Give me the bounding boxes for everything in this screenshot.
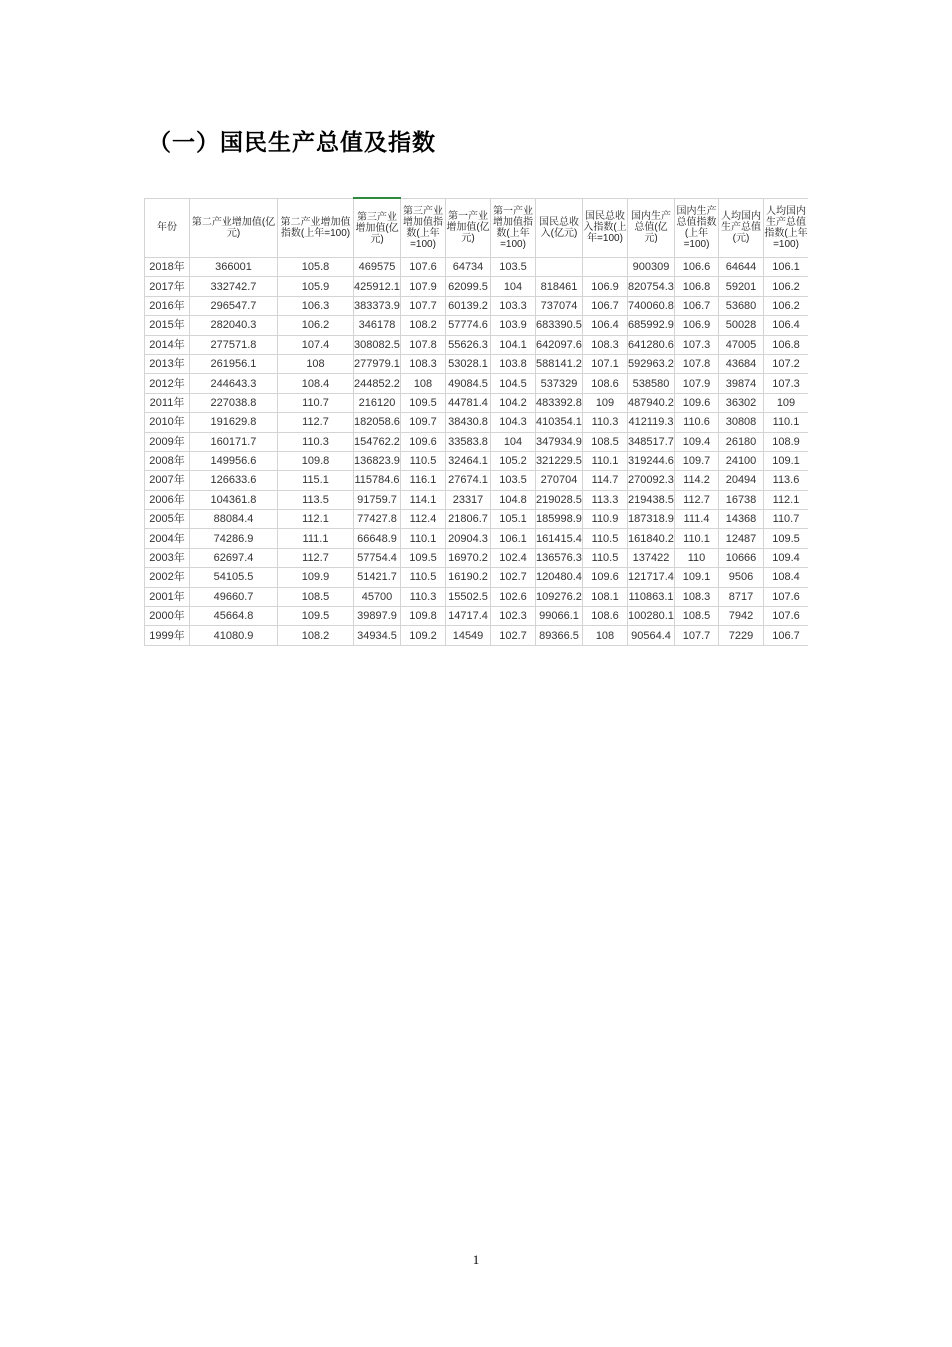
column-header[interactable]: 国民总收入指数(上年=100) <box>583 198 628 258</box>
table-cell[interactable]: 20904.3 <box>446 529 491 548</box>
table-cell[interactable]: 110.5 <box>401 568 446 587</box>
table-cell[interactable]: 112.1 <box>278 510 354 529</box>
table-cell[interactable]: 24100 <box>719 451 764 470</box>
table-cell[interactable]: 104.8 <box>491 490 536 509</box>
table-cell[interactable]: 45700 <box>354 587 401 606</box>
table-cell[interactable]: 108.2 <box>401 316 446 335</box>
table-cell[interactable]: 106.3 <box>278 296 354 315</box>
table-cell[interactable]: 683390.5 <box>536 316 583 335</box>
table-row <box>145 354 809 373</box>
table-cell[interactable]: 108.9 <box>764 432 809 451</box>
table-cell[interactable]: 110.5 <box>401 451 446 470</box>
table-cell[interactable]: 7942 <box>719 607 764 626</box>
table-cell[interactable]: 107.7 <box>675 626 719 645</box>
table-cell[interactable]: 110.3 <box>583 413 628 432</box>
table-row <box>145 258 809 277</box>
table-cell[interactable]: 219028.5 <box>536 490 583 509</box>
gdp-table <box>144 197 808 646</box>
table-cell[interactable]: 137422 <box>628 548 675 567</box>
table-cell[interactable]: 102.7 <box>491 568 536 587</box>
table-cell[interactable]: 641280.6 <box>628 335 675 354</box>
table-cell[interactable]: 410354.1 <box>536 413 583 432</box>
table-cell[interactable]: 44781.4 <box>446 393 491 412</box>
table-cell[interactable]: 108.5 <box>583 432 628 451</box>
table-cell[interactable]: 383373.9 <box>354 296 401 315</box>
table-cell[interactable]: 105.8 <box>278 258 354 277</box>
table-cell[interactable]: 103.9 <box>491 316 536 335</box>
table-cell[interactable]: 109.5 <box>401 393 446 412</box>
table-cell[interactable]: 41080.9 <box>190 626 278 645</box>
table-cell[interactable]: 107.2 <box>764 354 809 373</box>
table-cell[interactable]: 109 <box>764 393 809 412</box>
table-cell[interactable]: 47005 <box>719 335 764 354</box>
table-cell[interactable]: 103.5 <box>491 258 536 277</box>
table-cell[interactable]: 121717.4 <box>628 568 675 587</box>
table-cell[interactable]: 9506 <box>719 568 764 587</box>
table-cell[interactable]: 16970.2 <box>446 548 491 567</box>
table-cell[interactable]: 244852.2 <box>354 374 401 393</box>
table-cell[interactable]: 111.4 <box>675 510 719 529</box>
table-cell[interactable]: 57774.6 <box>446 316 491 335</box>
table-cell[interactable]: 113.6 <box>764 471 809 490</box>
table-cell[interactable]: 105.2 <box>491 451 536 470</box>
table-cell[interactable]: 110.3 <box>401 587 446 606</box>
table-cell[interactable]: 900309 <box>628 258 675 277</box>
table-cell[interactable]: 102.3 <box>491 607 536 626</box>
table-cell[interactable]: 296547.7 <box>190 296 278 315</box>
table-cell[interactable]: 740060.8 <box>628 296 675 315</box>
table-cell[interactable]: 104.1 <box>491 335 536 354</box>
table-cell[interactable] <box>583 258 628 277</box>
table-cell[interactable]: 106.1 <box>491 529 536 548</box>
table-cell[interactable]: 30808 <box>719 413 764 432</box>
column-header[interactable]: 第三产业增加值(亿元) <box>354 198 401 258</box>
table-cell[interactable]: 487940.2 <box>628 393 675 412</box>
table-cell[interactable]: 182058.6 <box>354 413 401 432</box>
table-cell[interactable]: 108 <box>278 354 354 373</box>
table-cell[interactable]: 64644 <box>719 258 764 277</box>
table-cell[interactable]: 332742.7 <box>190 277 278 296</box>
table-row <box>145 490 809 509</box>
table-cell[interactable]: 59201 <box>719 277 764 296</box>
table-cell[interactable]: 219438.5 <box>628 490 675 509</box>
gdp-spreadsheet-image <box>144 197 808 647</box>
year-cell[interactable]: 2001年 <box>145 587 190 606</box>
column-header[interactable]: 第三产业增加值指数(上年=100) <box>401 198 446 258</box>
table-cell[interactable]: 57754.4 <box>354 548 401 567</box>
table-row <box>145 374 809 393</box>
table-cell[interactable]: 592963.2 <box>628 354 675 373</box>
year-cell[interactable]: 2014年 <box>145 335 190 354</box>
table-cell[interactable]: 110.1 <box>764 413 809 432</box>
year-cell[interactable]: 2011年 <box>145 393 190 412</box>
table-cell[interactable]: 109.2 <box>401 626 446 645</box>
table-cell[interactable]: 88084.4 <box>190 510 278 529</box>
page-number: 1 <box>472 1252 480 1267</box>
table-row <box>145 413 809 432</box>
table-cell[interactable]: 103.8 <box>491 354 536 373</box>
year-cell[interactable]: 2009年 <box>145 432 190 451</box>
table-cell[interactable]: 109.6 <box>675 393 719 412</box>
table-cell[interactable]: 26180 <box>719 432 764 451</box>
table-cell[interactable]: 106.9 <box>675 316 719 335</box>
table-row <box>145 471 809 490</box>
table-cell[interactable]: 109.5 <box>278 607 354 626</box>
table-cell[interactable]: 107.9 <box>675 374 719 393</box>
table-cell[interactable]: 149956.6 <box>190 451 278 470</box>
table-cell[interactable]: 16190.2 <box>446 568 491 587</box>
table-cell[interactable]: 104.2 <box>491 393 536 412</box>
table-cell[interactable]: 114.7 <box>583 471 628 490</box>
table-cell[interactable]: 110.1 <box>401 529 446 548</box>
table-row <box>145 587 809 606</box>
table-row <box>145 277 809 296</box>
table-cell[interactable]: 685992.9 <box>628 316 675 335</box>
table-cell[interactable]: 45664.8 <box>190 607 278 626</box>
table-cell[interactable]: 483392.8 <box>536 393 583 412</box>
table-cell[interactable]: 89366.5 <box>536 626 583 645</box>
table-cell[interactable]: 108 <box>401 374 446 393</box>
table-cell[interactable]: 109.5 <box>764 529 809 548</box>
table-cell[interactable]: 7229 <box>719 626 764 645</box>
table-cell[interactable]: 818461 <box>536 277 583 296</box>
table-cell[interactable]: 66648.9 <box>354 529 401 548</box>
table-cell[interactable]: 109.4 <box>675 432 719 451</box>
table-row <box>145 393 809 412</box>
table-cell[interactable]: 103.5 <box>491 471 536 490</box>
column-header[interactable]: 国内生产总值指数(上年=100) <box>675 198 719 258</box>
table-cell[interactable]: 227038.8 <box>190 393 278 412</box>
table-cell[interactable] <box>536 258 583 277</box>
table-cell[interactable]: 108.1 <box>583 587 628 606</box>
table-cell[interactable]: 109.9 <box>278 568 354 587</box>
table-header-row <box>145 198 809 258</box>
table-cell[interactable]: 8717 <box>719 587 764 606</box>
table-cell[interactable]: 106.8 <box>675 277 719 296</box>
table-cell[interactable]: 111.1 <box>278 529 354 548</box>
table-cell[interactable]: 21806.7 <box>446 510 491 529</box>
table-cell[interactable]: 14368 <box>719 510 764 529</box>
table-cell[interactable]: 109.7 <box>675 451 719 470</box>
table-cell[interactable]: 39874 <box>719 374 764 393</box>
table-cell[interactable]: 115.1 <box>278 471 354 490</box>
table-cell[interactable]: 113.5 <box>278 490 354 509</box>
table-cell[interactable]: 106.7 <box>675 296 719 315</box>
table-cell[interactable]: 116.1 <box>401 471 446 490</box>
year-cell[interactable]: 2013年 <box>145 354 190 373</box>
table-cell[interactable]: 126633.6 <box>190 471 278 490</box>
column-header[interactable]: 第二产业增加值(亿元) <box>190 198 278 258</box>
table-cell[interactable]: 412119.3 <box>628 413 675 432</box>
table-cell[interactable]: 107.3 <box>675 335 719 354</box>
table-cell[interactable]: 39897.9 <box>354 607 401 626</box>
table-cell[interactable]: 107.6 <box>401 258 446 277</box>
table-cell[interactable]: 321229.5 <box>536 451 583 470</box>
table-row <box>145 529 809 548</box>
table-cell[interactable]: 38430.8 <box>446 413 491 432</box>
year-cell[interactable]: 2006年 <box>145 490 190 509</box>
table-cell[interactable]: 108 <box>583 626 628 645</box>
table-cell[interactable]: 106.2 <box>764 277 809 296</box>
table-cell[interactable]: 113.3 <box>583 490 628 509</box>
table-row <box>145 607 809 626</box>
table-cell[interactable]: 109.1 <box>675 568 719 587</box>
table-cell[interactable]: 270092.3 <box>628 471 675 490</box>
table-cell[interactable]: 737074 <box>536 296 583 315</box>
year-cell[interactable]: 2015年 <box>145 316 190 335</box>
table-cell[interactable]: 319244.6 <box>628 451 675 470</box>
table-cell[interactable]: 277979.1 <box>354 354 401 373</box>
table-cell[interactable]: 106.6 <box>675 258 719 277</box>
table-cell[interactable]: 261956.1 <box>190 354 278 373</box>
table-row <box>145 626 809 645</box>
table-cell[interactable]: 62697.4 <box>190 548 278 567</box>
table-cell[interactable]: 108.2 <box>278 626 354 645</box>
table-cell[interactable]: 110.5 <box>583 529 628 548</box>
year-cell[interactable]: 2017年 <box>145 277 190 296</box>
table-cell[interactable]: 107.8 <box>401 335 446 354</box>
table-cell[interactable]: 105.9 <box>278 277 354 296</box>
column-header[interactable]: 第一产业增加值(亿元) <box>446 198 491 258</box>
table-cell[interactable]: 64734 <box>446 258 491 277</box>
table-cell[interactable]: 90564.4 <box>628 626 675 645</box>
table-cell[interactable]: 106.2 <box>764 296 809 315</box>
table-cell[interactable]: 538580 <box>628 374 675 393</box>
table-cell[interactable]: 112.7 <box>675 490 719 509</box>
table-cell[interactable]: 109.5 <box>401 548 446 567</box>
table-cell[interactable]: 106.9 <box>583 277 628 296</box>
table-cell[interactable]: 112.4 <box>401 510 446 529</box>
table-cell[interactable]: 110.6 <box>675 413 719 432</box>
table-cell[interactable]: 161415.4 <box>536 529 583 548</box>
table-body <box>145 258 809 646</box>
column-header[interactable]: 人均国内生产总值(元) <box>719 198 764 258</box>
table-cell[interactable]: 110.7 <box>278 393 354 412</box>
table-cell[interactable]: 53028.1 <box>446 354 491 373</box>
table-cell[interactable]: 346178 <box>354 316 401 335</box>
table-cell[interactable]: 104 <box>491 432 536 451</box>
table-cell[interactable]: 51421.7 <box>354 568 401 587</box>
year-cell[interactable]: 2007年 <box>145 471 190 490</box>
year-cell[interactable]: 2005年 <box>145 510 190 529</box>
table-cell[interactable]: 112.7 <box>278 548 354 567</box>
table-cell[interactable]: 103.3 <box>491 296 536 315</box>
column-header[interactable]: 人均国内生产总值指数(上年=100) <box>764 198 809 258</box>
table-cell[interactable]: 54105.5 <box>190 568 278 587</box>
table-cell[interactable]: 34934.5 <box>354 626 401 645</box>
table-cell[interactable]: 32464.1 <box>446 451 491 470</box>
table-cell[interactable]: 154762.2 <box>354 432 401 451</box>
table-cell[interactable]: 27674.1 <box>446 471 491 490</box>
table-row <box>145 335 809 354</box>
table-cell[interactable]: 99066.1 <box>536 607 583 626</box>
table-cell[interactable]: 107.8 <box>675 354 719 373</box>
table-cell[interactable]: 55626.3 <box>446 335 491 354</box>
table-cell[interactable]: 108.4 <box>764 568 809 587</box>
table-cell[interactable]: 107.3 <box>764 374 809 393</box>
table-cell[interactable]: 53680 <box>719 296 764 315</box>
table-cell[interactable]: 109.8 <box>278 451 354 470</box>
table-cell[interactable]: 106.2 <box>278 316 354 335</box>
table-cell[interactable]: 107.7 <box>401 296 446 315</box>
table-cell[interactable]: 187318.9 <box>628 510 675 529</box>
table-cell[interactable]: 108.6 <box>583 607 628 626</box>
table-cell[interactable]: 110.9 <box>583 510 628 529</box>
column-header[interactable]: 年份 <box>145 198 190 258</box>
table-cell[interactable]: 110.5 <box>583 548 628 567</box>
table-row <box>145 296 809 315</box>
table-cell[interactable]: 469575 <box>354 258 401 277</box>
table-cell[interactable]: 102.6 <box>491 587 536 606</box>
table-cell[interactable]: 120480.4 <box>536 568 583 587</box>
table-cell[interactable]: 14717.4 <box>446 607 491 626</box>
table-cell[interactable]: 105.1 <box>491 510 536 529</box>
year-cell[interactable]: 2004年 <box>145 529 190 548</box>
table-cell[interactable]: 425912.1 <box>354 277 401 296</box>
table-cell[interactable]: 107.4 <box>278 335 354 354</box>
table-cell[interactable]: 109 <box>583 393 628 412</box>
table-cell[interactable]: 106.4 <box>764 316 809 335</box>
table-cell[interactable]: 114.1 <box>401 490 446 509</box>
table-cell[interactable]: 10666 <box>719 548 764 567</box>
table-cell[interactable]: 185998.9 <box>536 510 583 529</box>
table-cell[interactable]: 107.6 <box>764 607 809 626</box>
table-cell[interactable]: 109.6 <box>401 432 446 451</box>
table-cell[interactable]: 104361.8 <box>190 490 278 509</box>
section-title: （一）国民生产总值及指数 <box>148 130 436 156</box>
year-cell[interactable]: 2008年 <box>145 451 190 470</box>
table-cell[interactable]: 107.1 <box>583 354 628 373</box>
year-cell[interactable]: 2003年 <box>145 548 190 567</box>
table-cell[interactable]: 15502.5 <box>446 587 491 606</box>
table-cell[interactable]: 161840.2 <box>628 529 675 548</box>
table-cell[interactable]: 112.7 <box>278 413 354 432</box>
table-cell[interactable]: 108.3 <box>401 354 446 373</box>
table-cell[interactable]: 12487 <box>719 529 764 548</box>
table-cell[interactable]: 588141.2 <box>536 354 583 373</box>
column-header[interactable]: 第二产业增加值指数(上年=100) <box>278 198 354 258</box>
table-cell[interactable]: 62099.5 <box>446 277 491 296</box>
year-cell[interactable]: 2016年 <box>145 296 190 315</box>
table-cell[interactable]: 110.1 <box>583 451 628 470</box>
table-cell[interactable]: 33583.8 <box>446 432 491 451</box>
table-cell[interactable]: 49660.7 <box>190 587 278 606</box>
table-cell[interactable]: 244643.3 <box>190 374 278 393</box>
table-cell[interactable]: 537329 <box>536 374 583 393</box>
table-cell[interactable]: 16738 <box>719 490 764 509</box>
table-cell[interactable]: 108.6 <box>583 374 628 393</box>
table-cell[interactable]: 50028 <box>719 316 764 335</box>
table-cell[interactable]: 115784.6 <box>354 471 401 490</box>
table-cell[interactable]: 100280.1 <box>628 607 675 626</box>
table-cell[interactable]: 642097.6 <box>536 335 583 354</box>
table-cell[interactable]: 104.3 <box>491 413 536 432</box>
table-cell[interactable]: 91759.7 <box>354 490 401 509</box>
table-cell[interactable]: 108.5 <box>675 607 719 626</box>
table-cell[interactable]: 60139.2 <box>446 296 491 315</box>
table-cell[interactable]: 108.3 <box>675 587 719 606</box>
table-row <box>145 510 809 529</box>
table-cell[interactable]: 109.4 <box>764 548 809 567</box>
table-cell[interactable]: 104.5 <box>491 374 536 393</box>
table-cell[interactable]: 110.1 <box>675 529 719 548</box>
table-row <box>145 568 809 587</box>
table-cell[interactable]: 14549 <box>446 626 491 645</box>
table-row <box>145 548 809 567</box>
table-row <box>145 451 809 470</box>
table-cell[interactable]: 277571.8 <box>190 335 278 354</box>
year-cell[interactable]: 1999年 <box>145 626 190 645</box>
year-cell[interactable]: 2010年 <box>145 413 190 432</box>
table-cell[interactable]: 77427.8 <box>354 510 401 529</box>
table-cell[interactable]: 104 <box>491 277 536 296</box>
table-cell[interactable]: 106.1 <box>764 258 809 277</box>
table-cell[interactable]: 114.2 <box>675 471 719 490</box>
table-cell[interactable]: 110.7 <box>764 510 809 529</box>
table-cell[interactable]: 106.4 <box>583 316 628 335</box>
table-cell[interactable]: 106.8 <box>764 335 809 354</box>
table-cell[interactable]: 43684 <box>719 354 764 373</box>
table-cell[interactable]: 108.5 <box>278 587 354 606</box>
table-cell[interactable]: 107.9 <box>401 277 446 296</box>
table-cell[interactable]: 102.4 <box>491 548 536 567</box>
table-cell[interactable]: 20494 <box>719 471 764 490</box>
table-cell[interactable]: 820754.3 <box>628 277 675 296</box>
table-cell[interactable]: 106.7 <box>583 296 628 315</box>
table-cell[interactable]: 110 <box>675 548 719 567</box>
table-cell[interactable]: 74286.9 <box>190 529 278 548</box>
column-header[interactable]: 国内生产总值(亿元) <box>628 198 675 258</box>
table-cell[interactable]: 110.3 <box>278 432 354 451</box>
table-cell[interactable]: 112.1 <box>764 490 809 509</box>
year-cell[interactable]: 2018年 <box>145 258 190 277</box>
table-cell[interactable]: 107.6 <box>764 587 809 606</box>
table-cell[interactable]: 109.7 <box>401 413 446 432</box>
table-cell[interactable]: 136576.3 <box>536 548 583 567</box>
table-row <box>145 316 809 335</box>
column-header[interactable]: 第一产业增加值指数(上年=100) <box>491 198 536 258</box>
table-cell[interactable]: 109.8 <box>401 607 446 626</box>
table-cell[interactable]: 348517.7 <box>628 432 675 451</box>
table-cell[interactable]: 347934.9 <box>536 432 583 451</box>
table-row <box>145 432 809 451</box>
table-cell[interactable]: 110863.1 <box>628 587 675 606</box>
table-cell[interactable]: 109276.2 <box>536 587 583 606</box>
table-cell[interactable]: 23317 <box>446 490 491 509</box>
year-cell[interactable]: 2000年 <box>145 607 190 626</box>
table-cell[interactable]: 282040.3 <box>190 316 278 335</box>
table-cell[interactable]: 49084.5 <box>446 374 491 393</box>
table-cell[interactable]: 36302 <box>719 393 764 412</box>
table-cell[interactable]: 106.7 <box>764 626 809 645</box>
table-cell[interactable]: 160171.7 <box>190 432 278 451</box>
table-cell[interactable]: 109.1 <box>764 451 809 470</box>
year-cell[interactable]: 2012年 <box>145 374 190 393</box>
table-cell[interactable]: 270704 <box>536 471 583 490</box>
table-cell[interactable]: 191629.8 <box>190 413 278 432</box>
table-cell[interactable]: 108.4 <box>278 374 354 393</box>
table-cell[interactable]: 136823.9 <box>354 451 401 470</box>
table-cell[interactable]: 308082.5 <box>354 335 401 354</box>
table-cell[interactable]: 109.6 <box>583 568 628 587</box>
year-cell[interactable]: 2002年 <box>145 568 190 587</box>
column-header[interactable]: 国民总收入(亿元) <box>536 198 583 258</box>
table-cell[interactable]: 216120 <box>354 393 401 412</box>
table-cell[interactable]: 108.3 <box>583 335 628 354</box>
table-cell[interactable]: 366001 <box>190 258 278 277</box>
table-cell[interactable]: 102.7 <box>491 626 536 645</box>
